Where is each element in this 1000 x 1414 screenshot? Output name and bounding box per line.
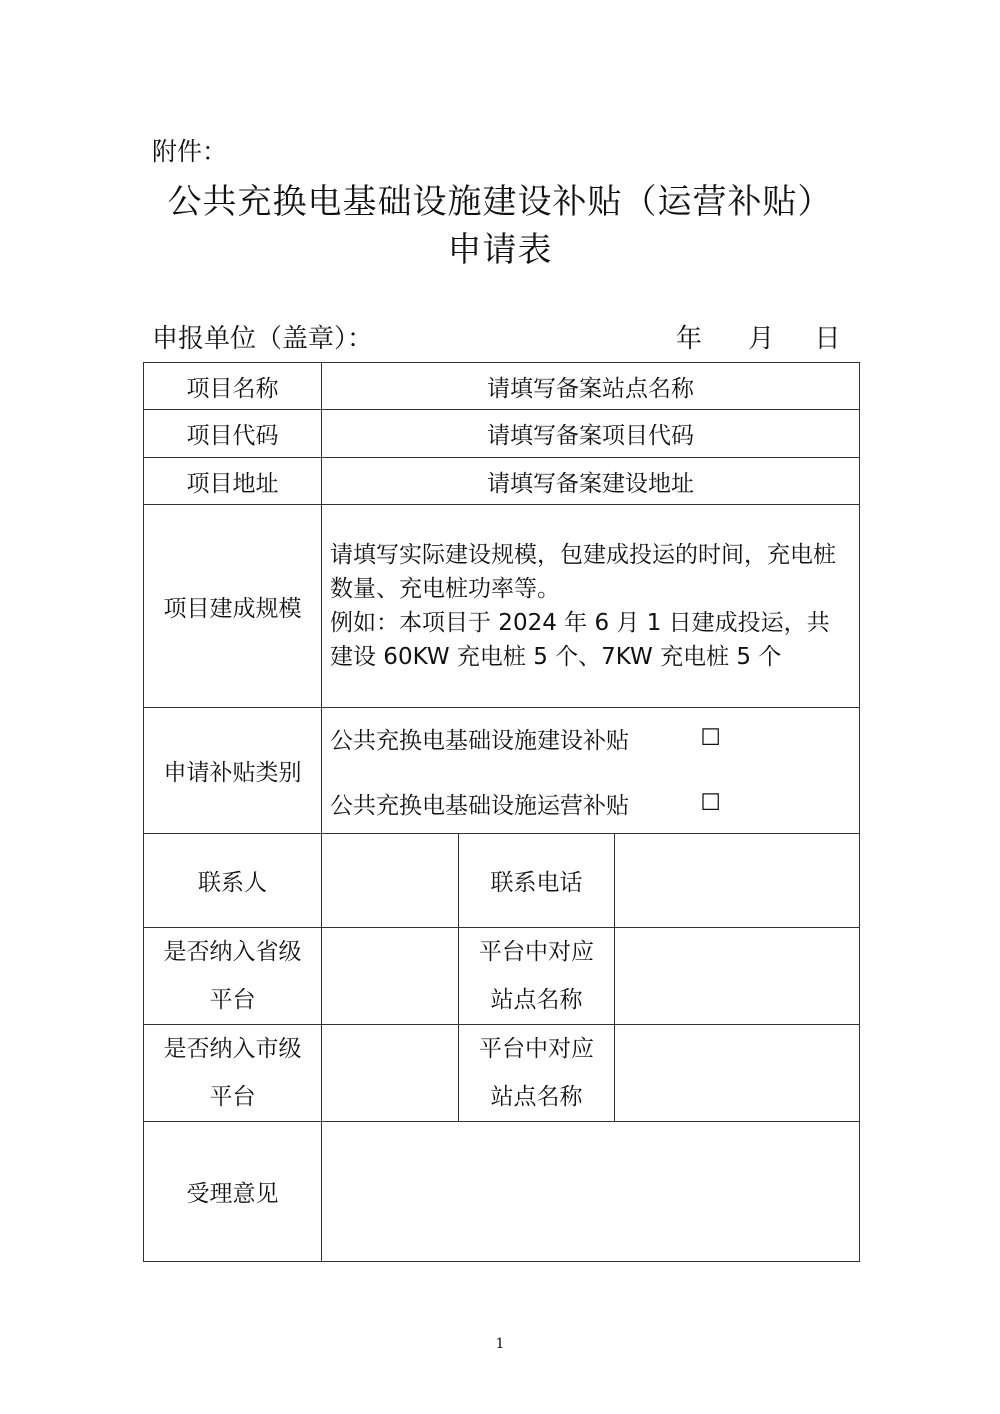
page-number: 1 xyxy=(495,1336,505,1352)
city-platform-label-line1: 是否纳入市级 xyxy=(163,1036,302,1062)
operation-checkbox[interactable]: ☐ xyxy=(700,790,722,816)
contact-phone-field[interactable] xyxy=(615,834,860,928)
attachment-label: 附件： xyxy=(152,137,228,166)
subsidy-category-options xyxy=(322,708,860,834)
city-station-label-line2: 站点名称 xyxy=(490,1084,583,1110)
subsidy-category-label: 申请补贴类别 xyxy=(144,708,322,834)
contact-person-label: 联系人 xyxy=(144,834,322,928)
city-station-label-line1: 平台中对应 xyxy=(479,1036,594,1062)
application-form-table xyxy=(143,362,860,1262)
project-name-label: 项目名称 xyxy=(144,363,322,410)
project-scale-label: 项目建成规模 xyxy=(144,505,322,708)
acceptance-opinion-label: 受理意见 xyxy=(144,1122,322,1262)
date-day: 日 xyxy=(814,324,841,354)
project-scale-example: 例如：本项目于 2024 年 6 月 1 日建成投运，共建设 60KW 充电桩 5 个、7KW 充电桩 5 个 xyxy=(330,610,830,670)
project-scale-instruction: 请填写实际建设规模，包建成投运的时间，充电桩数量、充电桩功率等。 xyxy=(330,542,836,602)
subsidy-option-operation-label: 公共充换电基础设施运营补贴 xyxy=(330,792,629,819)
subsidy-option-construction-label: 公共充换电基础设施建设补贴 xyxy=(330,727,629,754)
subsidy-option-operation[interactable] xyxy=(330,787,851,820)
contact-phone-label: 联系电话 xyxy=(459,834,615,928)
contact-person-field[interactable] xyxy=(322,834,459,928)
provincial-platform-label-line2: 平台 xyxy=(209,987,256,1013)
construction-checkbox[interactable]: ☐ xyxy=(700,725,722,751)
project-address-label: 项目地址 xyxy=(144,458,322,505)
provincial-platform-label-line1: 是否纳入省级 xyxy=(163,939,302,965)
project-address-field[interactable]: 请填写备案建设地址 xyxy=(322,458,860,505)
city-platform-label xyxy=(144,1025,322,1122)
provincial-platform-label xyxy=(144,928,322,1025)
subsidy-option-construction[interactable] xyxy=(330,722,851,755)
date-field xyxy=(676,318,841,355)
city-platform-label-line2: 平台 xyxy=(209,1084,256,1110)
city-station-name-field[interactable] xyxy=(615,1025,860,1122)
form-title-line2: 申请表 xyxy=(447,230,553,270)
provincial-station-name-label xyxy=(459,928,615,1025)
project-code-label: 项目代码 xyxy=(144,410,322,458)
applicant-unit-label: 申报单位（盖章）： xyxy=(152,324,374,354)
provincial-station-label-line1: 平台中对应 xyxy=(479,939,594,965)
city-platform-field[interactable] xyxy=(322,1025,459,1122)
city-station-name-label xyxy=(459,1025,615,1122)
acceptance-opinion-field[interactable] xyxy=(322,1122,860,1262)
form-title: 公共充换电基础设施建设补贴（运营补贴） xyxy=(167,182,833,222)
project-scale-field[interactable] xyxy=(322,505,860,708)
project-name-field[interactable]: 请填写备案站点名称 xyxy=(322,363,860,410)
date-year: 年 xyxy=(676,324,703,354)
date-month: 月 xyxy=(748,324,775,354)
provincial-station-label-line2: 站点名称 xyxy=(490,987,583,1013)
provincial-platform-field[interactable] xyxy=(322,928,459,1025)
provincial-station-name-field[interactable] xyxy=(615,928,860,1025)
project-code-field[interactable]: 请填写备案项目代码 xyxy=(322,410,860,458)
